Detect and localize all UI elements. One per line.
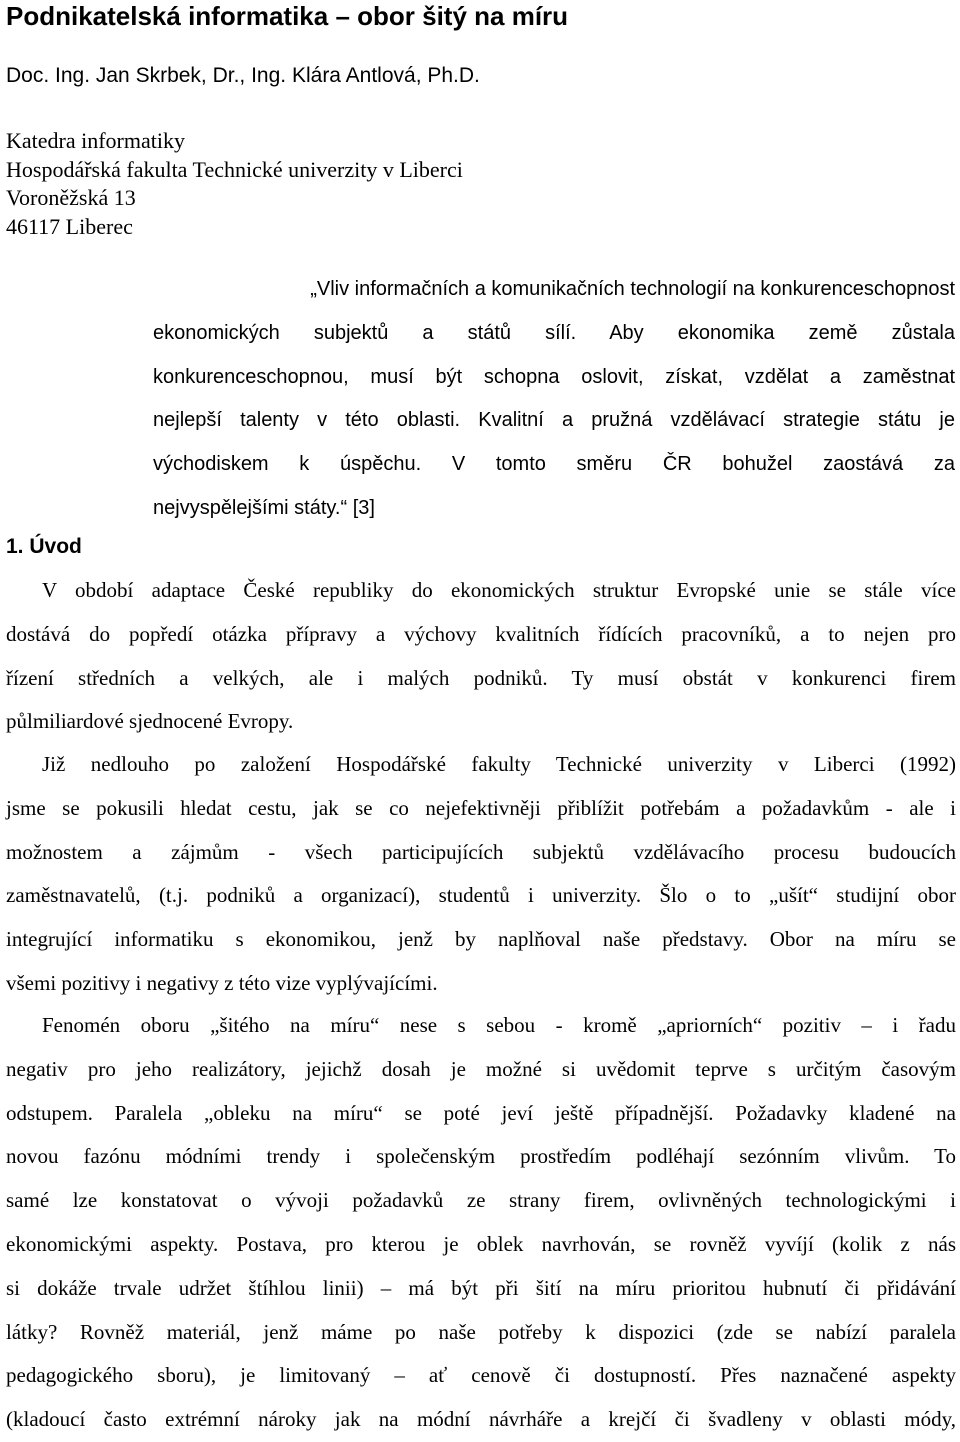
quote-line: východiskem k úspěchu. V tomto směru ČR bohužel zaostává za bbox=[153, 453, 955, 476]
text-line: Již nedlouho po založení Hospodářské fakulty Technické univerzity v Liberci (1992) bbox=[42, 752, 956, 776]
text-line: si dokáže trvale udržet štíhlou linii) – má být při šití na míru prioritou hubnutí či přidávání bbox=[6, 1275, 956, 1300]
text-line: samé lze konstatovat o vývoji požadavků ze strany firem, ovlivněných technologickými i bbox=[6, 1188, 956, 1213]
text-line: (kladoucí často extrémní nároky jak na módní návrháře a krejčí či švadleny v oblasti módy, bbox=[6, 1407, 956, 1432]
text-line: V období adaptace České republiky do ekonomických struktur Evropské unie se stále více bbox=[42, 578, 956, 602]
affiliation-faculty: Hospodářská fakulta Technické univerzity v Liberci bbox=[6, 156, 463, 182]
affiliation-city: 46117 Liberec bbox=[6, 214, 133, 240]
text-line: zaměstnavatelů, (t.j. podniků a organizací), studentů i univerzity. Šlo o to „ušít“ studijní obor bbox=[6, 883, 956, 908]
text-line: pedagogického sboru), je limitovaný – ať cenově či dostupností. Přes naznačené aspekty bbox=[6, 1363, 956, 1388]
text-line: jsme se pokusili hledat cestu, jak se co nejefektivněji přiblížit potřebám a požadavkům - ale i bbox=[6, 795, 956, 820]
text-line: integrující informatiku s ekonomikou, jenž by naplňoval naše představy. Obor na míru se bbox=[6, 927, 956, 952]
text-line: novou fazónu módními trendy i společenským prostředím podléhají sezónním vlivům. To bbox=[6, 1144, 956, 1169]
quote-line: nejlepší talenty v této oblasti. Kvalitní a pružná vzdělávací strategie státu je bbox=[153, 409, 955, 432]
text-line: dostává do popředí otázka přípravy a výchovy kvalitních řídících pracovníků, a to nejen pro bbox=[6, 621, 956, 646]
quote-line: „Vliv informačních a komunikačních technologií na konkurenceschopnost bbox=[310, 278, 955, 300]
quote-line: nejvyspělejšími státy.“ [3] bbox=[153, 496, 375, 519]
text-line: negativ pro jeho realizátory, jejichž dosah je možné si uvědomit teprve s určitým časovým bbox=[6, 1056, 956, 1081]
text-line: půlmiliardové sjednocené Evropy. bbox=[6, 709, 294, 734]
author-affiliation bbox=[6, 127, 463, 242]
paragraph-2 bbox=[6, 743, 956, 1006]
quote-line: konkurenceschopnou, musí být schopna oslovit, získat, vzdělat a zaměstnat bbox=[153, 365, 955, 388]
paragraph-1 bbox=[6, 569, 956, 744]
paper-authors: Doc. Ing. Jan Skrbek, Dr., Ing. Klára Antlová, Ph.D. bbox=[6, 64, 480, 87]
section-heading-introduction: 1. Úvod bbox=[6, 535, 82, 558]
text-line: ekonomickými aspekty. Postava, pro kterou je oblek navrhován, se rovněž vyvíjí (kolik z nás bbox=[6, 1231, 956, 1256]
text-line: odstupem. Paralela „obleku na míru“ se poté jeví ještě případnější. Požadavky kladené na bbox=[6, 1100, 956, 1125]
affiliation-street: Voroněžská 13 bbox=[6, 185, 136, 211]
text-line: látky? Rovněž materiál, jenž máme po naše potřeby k dispozici (zde se nabízí paralela bbox=[6, 1319, 956, 1344]
text-line: řízení středních a velkých, ale i malých podniků. Ty musí obstát v konkurenci firem bbox=[6, 665, 956, 690]
quote-line: ekonomických subjektů a států sílí. Aby ekonomika země zůstala bbox=[153, 321, 955, 344]
paragraph-3 bbox=[6, 1004, 956, 1442]
affiliation-department: Katedra informatiky bbox=[6, 128, 185, 153]
text-line: možnostem a zájmům - všech participujících subjektů vzdělávacího procesu budoucích bbox=[6, 839, 956, 864]
paper-title: Podnikatelská informatika – obor šitý na míru bbox=[6, 1, 569, 31]
epigraph-quote bbox=[153, 268, 955, 531]
text-line: všemi pozitivy i negativy z této vize vyplývajícími. bbox=[6, 970, 438, 995]
text-line: Fenomén oboru „šitého na míru“ nese s sebou - kromě „apriorních“ pozitiv – i řadu bbox=[42, 1013, 956, 1037]
